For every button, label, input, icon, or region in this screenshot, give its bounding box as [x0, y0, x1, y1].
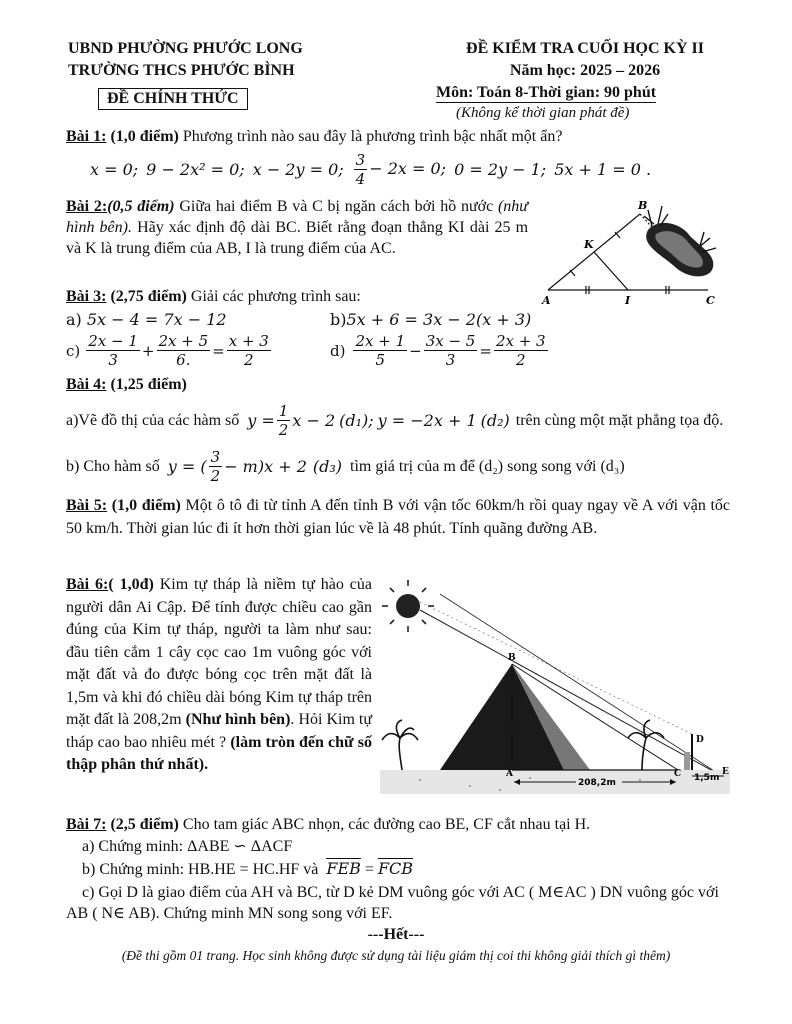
question-3a: a) 5x − 4 = 7x − 12 [66, 310, 227, 329]
school-year: Năm học: 2025 – 2026 [509, 62, 661, 79]
question-3-score: (2,75 điểm) [110, 288, 187, 305]
question-5: Bài 5: (1,0 điểm) Một ô tô đi từ tỉnh A đến tỉnh B với vận tốc 60km/h rồi quay ngay về A với vận tốc 50 km/h. Thời gian lúc đi ít hơn thời gian lúc về là 48 phút. Tính quãng đường AB. [66, 497, 731, 537]
question-5-score: (1,0 điểm) [111, 497, 181, 514]
question-4-score: (1,25 điểm) [110, 376, 187, 393]
end-marker: ---Hết--- [367, 926, 425, 943]
question-1-equations [90, 151, 651, 188]
official-stamp: ĐỀ CHÍNH THỨC [98, 88, 248, 110]
footer-note: (Đề thi gồm 01 trang. Học sinh không được sử dụng tài liệu giám thị coi thi không giải thích gì thêm) [121, 948, 671, 963]
eq-6: 5x + 1 = 0 . [554, 160, 652, 179]
point-b-label: B [638, 199, 648, 212]
question-5-label: Bài 5: [66, 497, 108, 514]
eq-4: $\frac{3}{4}$ − 2x = 0; [355, 151, 447, 188]
question-7b: b) Chứng minh: HB.HE = HC.HF và FEB = FCB [82, 859, 414, 878]
pyramid-figure [380, 580, 730, 794]
question-1-score: (1,0 điểm) [110, 128, 179, 145]
point-c-label: C [706, 294, 715, 307]
question-7c: c) Gọi D là giao điểm của AH và BC, từ D kẻ DM vuông góc với AC ( M∈AC ) DN vuông góc với AB ( N∈ AB). Chứng minh MN song song với EF. [66, 884, 719, 922]
question-7-score: (2,5 điểm) [110, 816, 179, 833]
point-i-label: I [625, 294, 631, 307]
question-4b: b) Cho hàm số y = ( $\frac{3}{2}$ − m)x + 2 (d₃) tìm giá trị của m để (d₂) song song với (d₃) [66, 448, 625, 485]
school-name: TRƯỜNG THCS PHƯỚC BÌNH [68, 62, 295, 79]
point-a-label: A [506, 769, 513, 779]
point-c-label: C [674, 769, 682, 779]
eq-1: x = 0; [90, 160, 139, 179]
eq-5: 0 = 2y − 1; [454, 160, 547, 179]
sun-icon [382, 580, 434, 632]
question-2-label: Bài 2: [66, 198, 108, 215]
segment-ki [594, 252, 628, 290]
question-1 [66, 126, 726, 147]
point-k-label: K [584, 238, 594, 251]
lake-triangle-figure [540, 196, 730, 308]
point-e-label: E [722, 767, 729, 777]
question-2: Bài 2:(0,5 điểm) Giữa hai điểm B và C bị ngăn cách bởi hồ nước (như hình bên). Hãy xác định độ dài BC. Biết rằng đoạn thẳng KI dài 25 m và K là trung điểm của AB, I là trung điểm của AC. [66, 198, 529, 257]
question-3b: b)5x + 6 = 3x − 2(x + 3) [330, 310, 532, 329]
question-2-score: (0,5 điểm) [107, 198, 175, 215]
question-4-label: Bài 4: [66, 376, 107, 393]
length-208-label: 208,2m [578, 778, 616, 788]
question-6-score: ( 1,0đ) [108, 576, 154, 593]
question-6: Bài 6:( 1,0đ) Kim tự tháp là niềm tự hào của người dân Ai Cập. Để tính được chiều cao gần đúng của Kim tự tháp, người ta làm như sau: đầu tiên cắm 1 cây cọc cao 1m vuông góc với mặt đất và đo được bóng cọc trên mặt đất là 1,5m và khi đó chiều dài bóng Kim tự tháp trên mặt đất là 208,2m (Như hình bên). Hỏi Kim tự tháp cao bao nhiêu mét ? (làm tròn đến chữ số thập phân thứ nhất). [66, 576, 373, 773]
lake-icon [644, 206, 716, 276]
question-1-label: Bài 1: [66, 128, 107, 145]
question-3: Bài 3: (2,75 điểm) Giải các phương trình sau: [66, 288, 361, 305]
exam-title: ĐỀ KIỂM TRA CUỐI HỌC KỲ II [466, 40, 704, 57]
length-1-5-label: 1,5m [694, 773, 720, 783]
question-1-text: Phương trình nào sau đây là phương trình bậc nhất một ẩn? [182, 128, 563, 145]
question-4a: a)Vẽ đồ thị của các hàm số y = $\frac{1}{2}$ x − 2 (d₁); y = −2x + 1 (d₂) trên cùng một mặt phẳng tọa độ. [66, 402, 724, 439]
point-d-label: D [696, 735, 704, 745]
eq-3: x − 2y = 0; [252, 160, 344, 179]
question-3d: d) $\frac{2x + 1}{5}$ − $\frac{3x - 5}{3}$ = $\frac{2x + 3}{2}$ [330, 332, 546, 369]
question-4 [66, 374, 187, 395]
pyramid-icon [440, 664, 590, 770]
eq-2: 9 − 2x² = 0; [146, 160, 245, 179]
subject-time: Môn: Toán 8-Thời gian: 90 phút [436, 84, 657, 101]
point-a-label: A [542, 294, 551, 307]
question-7-label: Bài 7: [66, 816, 107, 833]
question-3-label: Bài 3: [66, 288, 107, 305]
time-note: (Không kể thời gian phát đề) [456, 105, 630, 121]
school-district: UBND PHƯỜNG PHƯỚC LONG [68, 40, 303, 57]
question-6-label: Bài 6: [66, 576, 109, 593]
question-7a: a) Chứng minh: ΔABE ∽ ΔACF [82, 838, 293, 855]
question-7: Bài 7: (2,5 điểm) Cho tam giác ABC nhọn, các đường cao BE, CF cắt nhau tại H. [66, 816, 591, 833]
point-b-label: B [508, 653, 516, 663]
question-3c: c) $\frac{2x - 1}{3}$ + $\frac{2x + 5}{6.}$ = $\frac{x + 3}{2}$ [66, 332, 269, 369]
palm-tree-icon [382, 720, 418, 770]
